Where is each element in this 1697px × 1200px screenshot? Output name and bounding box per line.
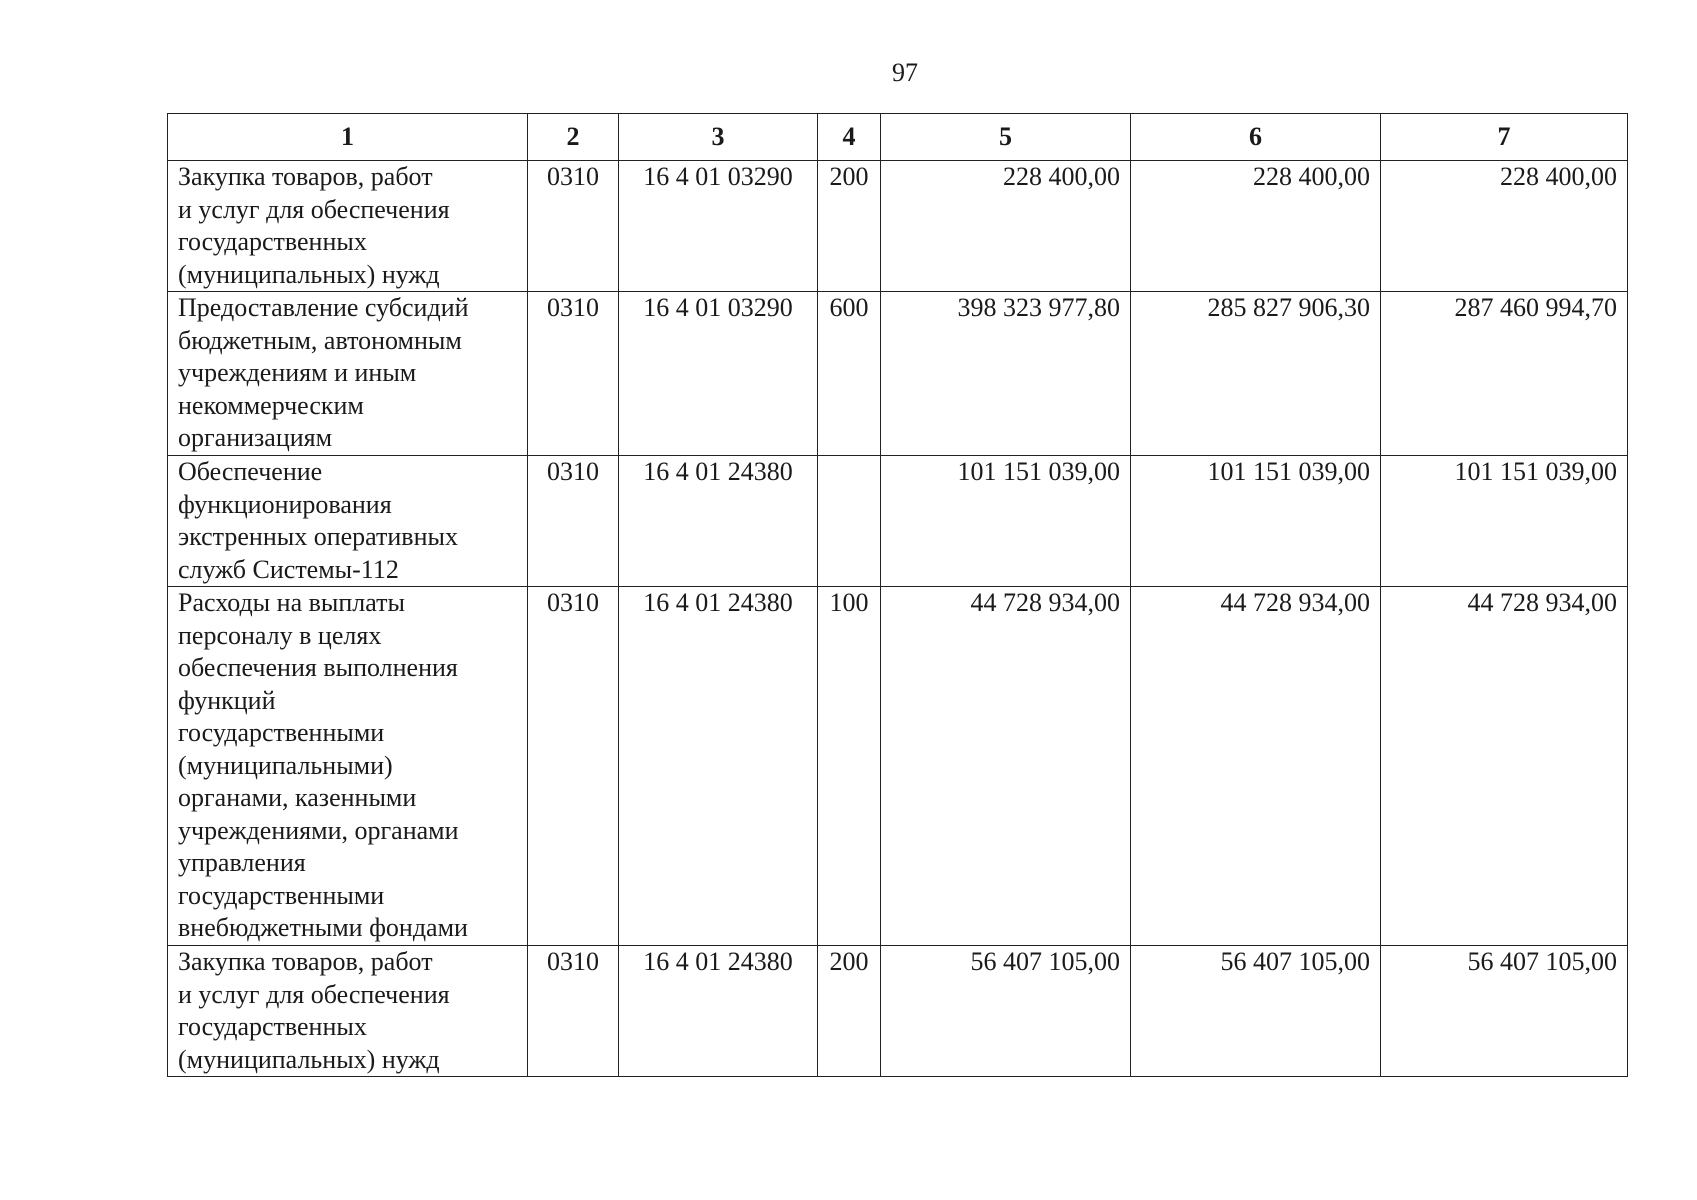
expense-type-code: 100 bbox=[818, 587, 881, 946]
row-name: Расходы на выплаты персоналу в целях обеспечения выполнения функций государственными (муниципальными) органами, казенными учреждениями, органами управления государственными внебюджетными фондами bbox=[168, 587, 528, 946]
amount-col-5: 101 151 039,00 bbox=[881, 456, 1131, 587]
amount-col-6: 56 407 105,00 bbox=[1131, 946, 1381, 1077]
column-header-4: 4 bbox=[818, 114, 881, 161]
target-code: 16 4 01 03290 bbox=[619, 292, 818, 456]
target-code: 16 4 01 24380 bbox=[619, 456, 818, 587]
expense-type-code: 200 bbox=[818, 946, 881, 1077]
section-code: 0310 bbox=[528, 292, 619, 456]
target-code: 16 4 01 03290 bbox=[619, 161, 818, 292]
page-number: 97 bbox=[892, 58, 918, 87]
section-code: 0310 bbox=[528, 456, 619, 587]
amount-col-5: 398 323 977,80 bbox=[881, 292, 1131, 456]
amount-col-5: 228 400,00 bbox=[881, 161, 1131, 292]
column-header-5: 5 bbox=[881, 114, 1131, 161]
expense-type-code: 200 bbox=[818, 161, 881, 292]
section-code: 0310 bbox=[528, 946, 619, 1077]
amount-col-7: 44 728 934,00 bbox=[1381, 587, 1628, 946]
table-row bbox=[168, 292, 1628, 456]
header-row bbox=[168, 114, 1628, 161]
amount-col-7: 228 400,00 bbox=[1381, 161, 1628, 292]
amount-col-7: 56 407 105,00 bbox=[1381, 946, 1628, 1077]
column-header-7: 7 bbox=[1381, 114, 1628, 161]
expense-type-code: 600 bbox=[818, 292, 881, 456]
column-header-6: 6 bbox=[1131, 114, 1381, 161]
section-code: 0310 bbox=[528, 587, 619, 946]
row-name: Обеспечение функционирования экстренных оперативных служб Системы-112 bbox=[168, 456, 528, 587]
amount-col-5: 44 728 934,00 bbox=[881, 587, 1131, 946]
section-code: 0310 bbox=[528, 161, 619, 292]
target-code: 16 4 01 24380 bbox=[619, 587, 818, 946]
expense-type-code bbox=[818, 456, 881, 587]
column-header-1: 1 bbox=[168, 114, 528, 161]
budget-table bbox=[167, 113, 1628, 1077]
target-code: 16 4 01 24380 bbox=[619, 946, 818, 1077]
amount-col-6: 228 400,00 bbox=[1131, 161, 1381, 292]
amount-col-6: 101 151 039,00 bbox=[1131, 456, 1381, 587]
amount-col-5: 56 407 105,00 bbox=[881, 946, 1131, 1077]
row-name: Закупка товаров, работ и услуг для обеспечения государственных (муниципальных) нужд bbox=[168, 946, 528, 1077]
column-header-3: 3 bbox=[619, 114, 818, 161]
amount-col-7: 101 151 039,00 bbox=[1381, 456, 1628, 587]
table-row bbox=[168, 946, 1628, 1077]
amount-col-6: 44 728 934,00 bbox=[1131, 587, 1381, 946]
row-name: Предоставление субсидий бюджетным, автономным учреждениям и иным некоммерческим организациям bbox=[168, 292, 528, 456]
table-row bbox=[168, 456, 1628, 587]
column-header-2: 2 bbox=[528, 114, 619, 161]
table-row bbox=[168, 161, 1628, 292]
amount-col-6: 285 827 906,30 bbox=[1131, 292, 1381, 456]
table-row bbox=[168, 587, 1628, 946]
row-name: Закупка товаров, работ и услуг для обеспечения государственных (муниципальных) нужд bbox=[168, 161, 528, 292]
amount-col-7: 287 460 994,70 bbox=[1381, 292, 1628, 456]
